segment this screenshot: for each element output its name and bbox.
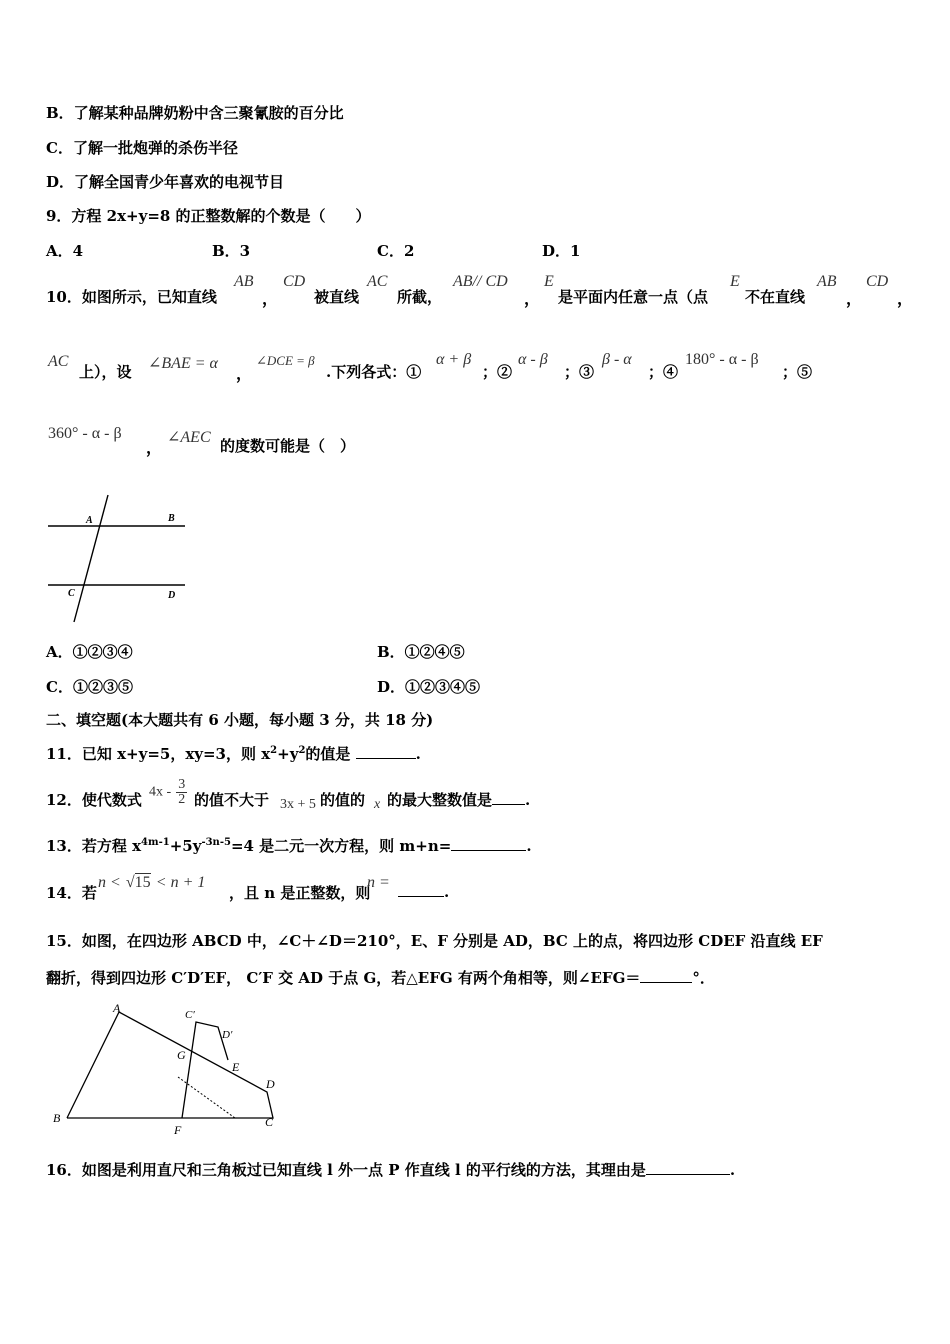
q9-option-a: A．4 [46, 242, 84, 260]
q10-expr-2: α - β [518, 351, 548, 368]
q15-line-1: 15．如图，在四边形 ABCD 中，∠C＋∠D＝210°，E、F 分别是 AD，BC 上的点，将四边形 CDEF 沿直线 EF [46, 932, 823, 950]
q8-option-b: B．了解某种品牌奶粉中含三聚氰胺的百分比 [46, 104, 344, 122]
q12-text-4: 的最大整数值是 . [387, 791, 531, 809]
q10-option-a: A．①②③④ [46, 643, 133, 661]
q15-label-c: C [265, 1115, 274, 1129]
q12-answer-blank [492, 790, 525, 805]
q10-comma-1: ， [262, 289, 279, 308]
q15-quadrilateral-abcd [67, 1012, 273, 1118]
q13-answer-blank [451, 836, 526, 851]
q15-label-d: D [266, 1077, 275, 1091]
q15-label-a: A [113, 1001, 121, 1015]
q12-expr-1: 4x - $\frac{3}{2}$ [149, 777, 186, 807]
q10-parallel: AB// CD [453, 273, 508, 290]
q12-fraction: $\frac{3}{2}$ [178, 777, 186, 807]
q10-angle-aec: ∠AEC [167, 429, 211, 446]
q10-comma-6: ， [146, 438, 163, 457]
q10-option-c: C．①②③⑤ [46, 678, 133, 696]
q9-stem: 9．方程 2x+y=8 的正整数解的个数是（ ） [46, 207, 371, 225]
q10-comma-4: ， [897, 289, 914, 308]
q10-label-d: D [168, 590, 176, 601]
q10-e-2: E [730, 273, 740, 290]
q10-text-8: 的度数可能是（ ） [220, 437, 356, 455]
section-2-heading: 二、填空题(本大题共有 6 小题，每小题 3 分，共 18 分) [46, 711, 434, 729]
q12-x: x [374, 797, 381, 812]
q10-ac-1: AC [367, 273, 388, 290]
q16: 16．如图是利用直尺和三角板过已知直线 l 外一点 P 作直线 l 的平行线的方法，其理由是 . [46, 1161, 736, 1179]
q10-option-d: D．①②③④⑤ [377, 678, 481, 696]
q10-label-c: C [68, 588, 75, 599]
q13: 13．若方程 $x^{4m-1}+5y^{-3n-5}=4$ 是二元一次方程，则 m+n= . [46, 837, 532, 855]
q10-cd-1: CD [283, 273, 306, 290]
q15-label-f: F [174, 1123, 182, 1137]
q10-comma-3: ， [846, 289, 863, 308]
q9-option-d: D．1 [542, 242, 581, 260]
q14-text-1: 14．若 [46, 884, 97, 902]
q10-comma-2: ， [524, 289, 541, 308]
q10-ab-2: AB [817, 273, 837, 290]
q10-text-1: 10．如图所示，已知直线 [46, 288, 217, 306]
q10-text-7: .下列各式：① [326, 363, 422, 381]
q8-option-d: D．了解全国青少年喜欢的电视节目 [46, 173, 285, 191]
q10-label-a: A [86, 515, 93, 526]
q16-answer-blank [646, 1160, 730, 1175]
q10-text-6: 上），设 [79, 363, 132, 381]
q10-cd-2: CD [866, 273, 889, 290]
q10-label-b: B [168, 513, 175, 524]
q10-option-b: B．①②④⑤ [377, 643, 465, 661]
q10-figure [40, 490, 195, 630]
q10-e-1: E [544, 273, 554, 290]
q10-angle-bae: ∠BAE = α [148, 355, 218, 372]
q10-ab-1: AB [234, 273, 254, 290]
sqrt-icon: √ [125, 874, 135, 891]
q15-label-e: E [232, 1060, 240, 1074]
q14-answer-blank [398, 882, 444, 897]
q15-label-d-prime: D′ [222, 1029, 233, 1041]
q12-expr-2: 3x + 5 [280, 797, 316, 812]
q10-text-3: 所截， [397, 288, 443, 306]
q10-expr-5: 360° - α - β [48, 425, 122, 442]
q12-text-3: 的值的 [320, 791, 366, 809]
q10-text-4: 是平面内任意一点（点 [558, 288, 709, 306]
q14-text-2: ，且 n 是正整数，则 [229, 884, 371, 902]
q9-option-b: B．3 [212, 242, 251, 260]
q14-inequality: n < √15 < n + 1 [98, 874, 206, 891]
q10-ac-2: AC [48, 353, 69, 370]
q15-answer-blank [640, 968, 692, 983]
q11-answer-blank [356, 744, 416, 759]
q10-expr-4: 180° - α - β [685, 351, 759, 368]
q15-label-g: G [177, 1048, 186, 1062]
q12-text-2: 的值不大于 [194, 791, 270, 809]
q10-sep-4: ；④ [648, 363, 679, 381]
q15-label-c-prime: C′ [185, 1009, 195, 1021]
q10-angle-dce: ∠DCE = β [256, 353, 315, 368]
q8-option-c: C．了解一批炮弹的杀伤半径 [46, 139, 238, 157]
q10-text-2: 被直线 [314, 288, 360, 306]
q15-label-b: B [53, 1111, 61, 1125]
q10-sep-3: ；③ [564, 363, 595, 381]
q10-expr-3: β - α [602, 351, 632, 368]
q9-option-c: C．2 [377, 242, 415, 260]
q12-text-1: 12．使代数式 [46, 791, 142, 809]
q11: 11．已知 x+y=5，xy=3，则 $x^2+y^2$的值是 . [46, 745, 421, 763]
q10-sep-5: ；⑤ [782, 363, 813, 381]
q10-expr-1: α + β [436, 351, 472, 368]
q14-n-equals: n = [367, 874, 390, 891]
q15-line-2: 翻折，得到四边形 C′D′EF， C′F 交 AD 于点 G，若△EFG 有两个角相等，则∠EFG＝ °． [46, 969, 715, 987]
q15-figure [45, 1000, 285, 1142]
q10-sep-2: ；② [482, 363, 513, 381]
q14-answer: . [398, 882, 449, 901]
q10-text-5: 不在直线 [745, 288, 806, 306]
q10-comma-5: ， [236, 364, 253, 383]
